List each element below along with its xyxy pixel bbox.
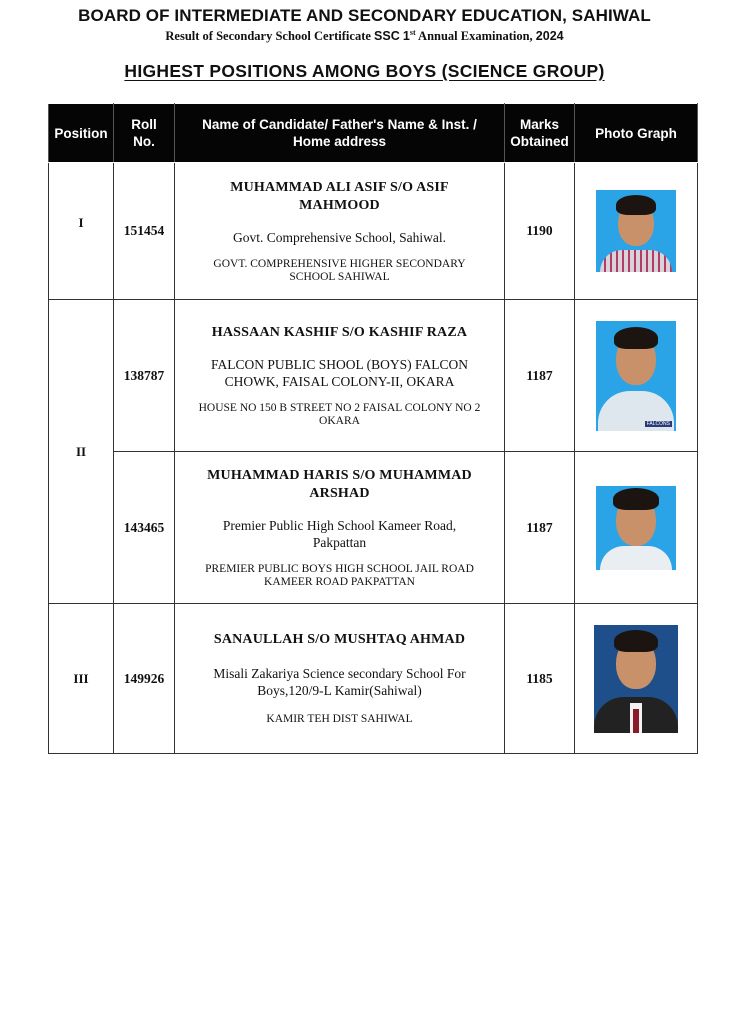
candidate-institute: Misali Zakariya Science secondary School For Boys,120/9-L Kamir(Sahiwal)	[213, 666, 466, 698]
roll-cell: 143465	[114, 452, 175, 604]
candidate-photo	[596, 190, 676, 272]
col-marks-header: Marks Obtained	[505, 104, 575, 163]
roll-cell: 138787	[114, 300, 175, 452]
positions-table	[48, 103, 698, 754]
photo-cell	[575, 452, 698, 604]
candidate-cell	[175, 452, 505, 604]
table-row	[49, 452, 698, 604]
candidate-cell	[175, 163, 505, 300]
document-header	[0, 6, 729, 44]
photo-cell	[575, 604, 698, 754]
col-photo-header: Photo Graph	[575, 104, 698, 163]
candidate-institute: Govt. Comprehensive School, Sahiwal.	[233, 229, 446, 245]
photo-cell	[575, 163, 698, 300]
candidate-photo	[594, 625, 678, 733]
roll-cell: 149926	[114, 604, 175, 754]
result-subtitle: Result of Secondary School Certificate SSC 1st Annual Examination, 2024	[165, 28, 564, 44]
col-roll-header: Roll No.	[114, 104, 175, 163]
candidate-name: HASSAAN KASHIF S/O KASHIF RAZA	[211, 324, 468, 340]
candidate-institute: Premier Public High School Kameer Road, Pakpattan	[222, 517, 457, 550]
roll-cell: 151454	[114, 163, 175, 300]
candidate-cell	[175, 604, 505, 754]
falcons-logo-tag: FALCONS	[646, 420, 670, 427]
candidate-address: PREMIER PUBLIC BOYS HIGH SCHOOL JAIL ROAD KAMEER ROAD PAKPATTAN	[205, 562, 474, 588]
table-row	[49, 300, 698, 452]
position-cell: II	[49, 300, 114, 604]
table-row	[49, 604, 698, 754]
marks-cell: 1187	[505, 452, 575, 604]
marks-cell: 1187	[505, 300, 575, 452]
candidate-name: MUHAMMAD HARIS S/O MUHAMMAD ARSHAD	[207, 467, 472, 501]
position-cell: III	[49, 604, 114, 754]
marks-cell: 1190	[505, 163, 575, 300]
candidate-address: HOUSE NO 150 B STREET NO 2 FAISAL COLONY NO 2 OKARA	[198, 401, 481, 427]
candidate-institute: FALCON PUBLIC SHOOL (BOYS) FALCON CHOWK, FAISAL COLONY-II, OKARA	[210, 356, 469, 389]
table-row	[49, 163, 698, 300]
marks-cell: 1185	[505, 604, 575, 754]
page-heading: HIGHEST POSITIONS AMONG BOYS (SCIENCE GROUP)	[124, 61, 605, 81]
candidate-address: GOVT. COMPREHENSIVE HIGHER SECONDARY SCHOOL SAHIWAL	[213, 257, 466, 283]
col-candidate-header: Name of Candidate/ Father's Name & Inst. / Home address	[175, 104, 505, 163]
table-header-row	[49, 104, 698, 163]
board-title: BOARD OF INTERMEDIATE AND SECONDARY EDUCATION, SAHIWAL	[78, 6, 651, 25]
candidate-name: MUHAMMAD ALI ASIF S/O ASIF MAHMOOD	[230, 179, 449, 213]
col-position-header: Position	[49, 104, 114, 163]
candidate-photo	[596, 486, 676, 570]
candidate-name: SANAULLAH S/O MUSHTAQ AHMAD	[213, 632, 466, 647]
candidate-photo	[596, 321, 676, 431]
candidate-address: KAMIR TEH DIST SAHIWAL	[266, 713, 413, 725]
candidate-cell	[175, 300, 505, 452]
photo-cell	[575, 300, 698, 452]
position-cell: I	[49, 163, 114, 300]
